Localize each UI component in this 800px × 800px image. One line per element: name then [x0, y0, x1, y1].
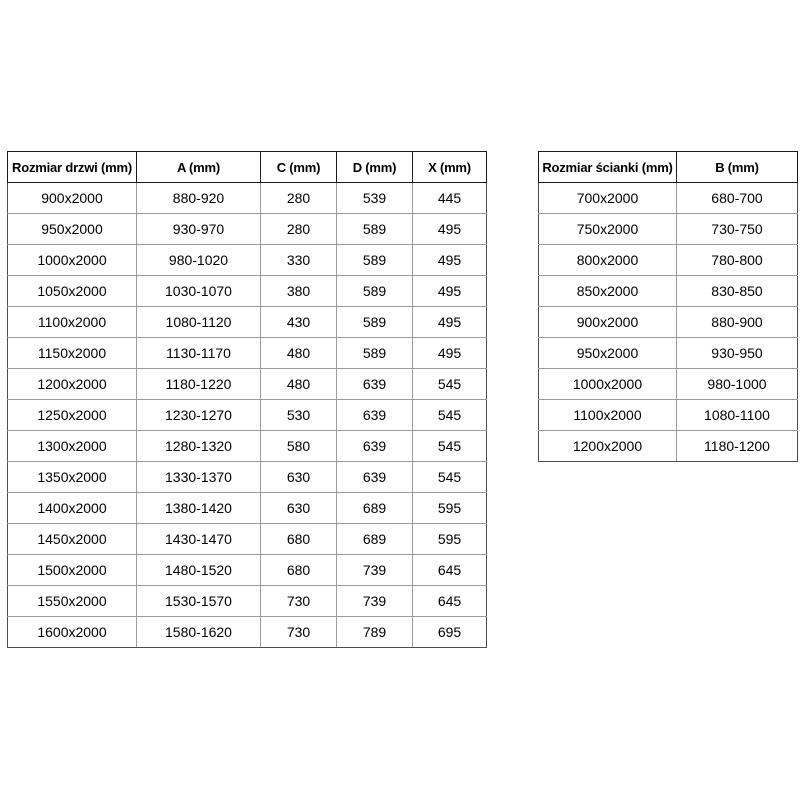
door-sizes-cell: 1550x2000	[8, 586, 137, 617]
door-sizes-cell: 689	[337, 524, 413, 555]
door-sizes-cell: 1000x2000	[8, 245, 137, 276]
door-sizes-cell: 980-1020	[137, 245, 261, 276]
table-row	[8, 493, 487, 524]
door-sizes-cell: 1600x2000	[8, 617, 137, 648]
door-sizes-cell: 639	[337, 431, 413, 462]
door-sizes-cell: 380	[261, 276, 337, 307]
door-sizes-cell: 950x2000	[8, 214, 137, 245]
door-sizes-cell: 495	[413, 245, 487, 276]
wall-sizes-cell: 680-700	[677, 183, 798, 214]
door-sizes-cell: 595	[413, 493, 487, 524]
table-row	[539, 245, 798, 276]
wall-sizes-cell: 830-850	[677, 276, 798, 307]
door-sizes-cell: 445	[413, 183, 487, 214]
wall-sizes-cell: 800x2000	[539, 245, 677, 276]
door-sizes-cell: 430	[261, 307, 337, 338]
table-row	[539, 276, 798, 307]
table-row	[8, 214, 487, 245]
door-sizes-cell: 639	[337, 369, 413, 400]
door-sizes-cell: 730	[261, 617, 337, 648]
door-sizes-cell: 589	[337, 307, 413, 338]
table-row	[8, 617, 487, 648]
door-sizes-cell: 1430-1470	[137, 524, 261, 555]
wall-sizes-cell: 1000x2000	[539, 369, 677, 400]
door-sizes-cell: 1480-1520	[137, 555, 261, 586]
table-row	[539, 183, 798, 214]
door-sizes-cell: 730	[261, 586, 337, 617]
door-sizes-cell: 595	[413, 524, 487, 555]
door-sizes-cell: 1150x2000	[8, 338, 137, 369]
table-row	[539, 431, 798, 462]
door-sizes-cell: 589	[337, 214, 413, 245]
door-sizes-cell: 1050x2000	[8, 276, 137, 307]
door-sizes-header-cell: D (mm)	[337, 152, 413, 183]
door-sizes-cell: 695	[413, 617, 487, 648]
door-sizes-cell: 530	[261, 400, 337, 431]
door-sizes-cell: 1400x2000	[8, 493, 137, 524]
door-sizes-cell: 545	[413, 400, 487, 431]
wall-sizes-cell: 930-950	[677, 338, 798, 369]
door-sizes-cell: 495	[413, 307, 487, 338]
wall-sizes-cell: 1100x2000	[539, 400, 677, 431]
table-row	[8, 369, 487, 400]
door-sizes-cell: 480	[261, 338, 337, 369]
door-sizes-header-row	[8, 152, 487, 183]
door-sizes-cell: 589	[337, 338, 413, 369]
door-sizes-cell: 930-970	[137, 214, 261, 245]
door-sizes-cell: 639	[337, 400, 413, 431]
table-row	[8, 245, 487, 276]
door-sizes-cell: 480	[261, 369, 337, 400]
door-sizes-cell: 589	[337, 276, 413, 307]
table-row	[539, 369, 798, 400]
wall-sizes-cell: 730-750	[677, 214, 798, 245]
table-row	[8, 400, 487, 431]
door-sizes-cell: 1280-1320	[137, 431, 261, 462]
table-row	[8, 586, 487, 617]
table-row	[539, 214, 798, 245]
door-sizes-header-cell: C (mm)	[261, 152, 337, 183]
wall-sizes-cell: 1080-1100	[677, 400, 798, 431]
table-row	[8, 276, 487, 307]
table-row	[539, 400, 798, 431]
table-row	[8, 524, 487, 555]
door-sizes-cell: 589	[337, 245, 413, 276]
wall-sizes-cell: 880-900	[677, 307, 798, 338]
door-sizes-cell: 880-920	[137, 183, 261, 214]
door-sizes-cell: 789	[337, 617, 413, 648]
door-sizes-cell: 1300x2000	[8, 431, 137, 462]
door-sizes-cell: 539	[337, 183, 413, 214]
wall-sizes-cell: 850x2000	[539, 276, 677, 307]
door-sizes-cell: 1380-1420	[137, 493, 261, 524]
door-sizes-header-cell: A (mm)	[137, 152, 261, 183]
door-sizes-cell: 1180-1220	[137, 369, 261, 400]
wall-sizes-cell: 750x2000	[539, 214, 677, 245]
door-sizes-cell: 1130-1170	[137, 338, 261, 369]
table-row	[8, 462, 487, 493]
door-sizes-header-cell: Rozmiar drzwi (mm)	[8, 152, 137, 183]
door-sizes-cell: 580	[261, 431, 337, 462]
table-row	[8, 555, 487, 586]
door-sizes-cell: 1350x2000	[8, 462, 137, 493]
door-sizes-cell: 545	[413, 431, 487, 462]
wall-sizes-cell: 980-1000	[677, 369, 798, 400]
door-sizes-cell: 1330-1370	[137, 462, 261, 493]
table-row	[539, 338, 798, 369]
door-sizes-cell: 1230-1270	[137, 400, 261, 431]
wall-sizes-cell: 900x2000	[539, 307, 677, 338]
door-sizes-cell: 900x2000	[8, 183, 137, 214]
wall-sizes-header-cell: Rozmiar ścianki (mm)	[539, 152, 677, 183]
door-dimensions-table	[7, 151, 487, 648]
door-sizes-header-cell: X (mm)	[413, 152, 487, 183]
table-row	[8, 338, 487, 369]
door-sizes-cell: 280	[261, 183, 337, 214]
door-sizes-cell: 1500x2000	[8, 555, 137, 586]
table-row	[539, 307, 798, 338]
door-sizes-cell: 1080-1120	[137, 307, 261, 338]
door-sizes-cell: 680	[261, 555, 337, 586]
door-sizes-cell: 280	[261, 214, 337, 245]
door-sizes-cell: 545	[413, 462, 487, 493]
door-sizes-cell: 680	[261, 524, 337, 555]
door-sizes-cell: 689	[337, 493, 413, 524]
wall-sizes-cell: 700x2000	[539, 183, 677, 214]
door-sizes-cell: 330	[261, 245, 337, 276]
wall-sizes-cell: 1200x2000	[539, 431, 677, 462]
door-sizes-cell: 1030-1070	[137, 276, 261, 307]
door-sizes-cell: 739	[337, 586, 413, 617]
wall-dimensions-table	[538, 151, 798, 462]
door-sizes-cell: 645	[413, 555, 487, 586]
wall-sizes-cell: 1180-1200	[677, 431, 798, 462]
door-sizes-cell: 739	[337, 555, 413, 586]
door-sizes-cell: 495	[413, 214, 487, 245]
table-row	[8, 183, 487, 214]
door-sizes-cell: 630	[261, 462, 337, 493]
wall-sizes-header-cell: B (mm)	[677, 152, 798, 183]
door-sizes-cell: 1450x2000	[8, 524, 137, 555]
door-sizes-cell: 645	[413, 586, 487, 617]
door-sizes-cell: 630	[261, 493, 337, 524]
door-sizes-cell: 495	[413, 276, 487, 307]
table-row	[8, 307, 487, 338]
wall-sizes-cell: 950x2000	[539, 338, 677, 369]
door-sizes-cell: 545	[413, 369, 487, 400]
door-sizes-cell: 1580-1620	[137, 617, 261, 648]
door-sizes-cell: 1530-1570	[137, 586, 261, 617]
door-sizes-cell: 639	[337, 462, 413, 493]
door-sizes-cell: 1250x2000	[8, 400, 137, 431]
wall-sizes-header-row	[539, 152, 798, 183]
door-sizes-cell: 1200x2000	[8, 369, 137, 400]
door-sizes-cell: 495	[413, 338, 487, 369]
table-row	[8, 431, 487, 462]
wall-sizes-cell: 780-800	[677, 245, 798, 276]
door-sizes-cell: 1100x2000	[8, 307, 137, 338]
